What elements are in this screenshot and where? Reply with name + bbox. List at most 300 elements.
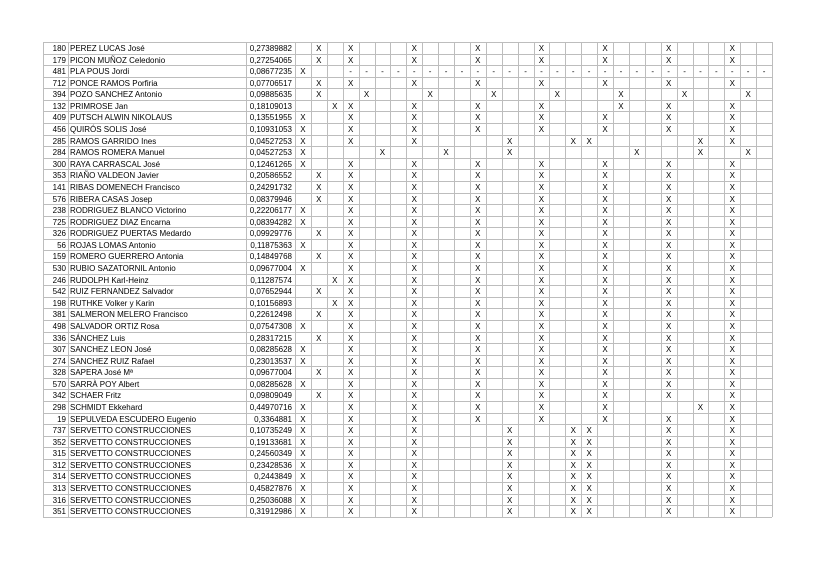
mark-cell: X <box>316 252 322 262</box>
mark-cell: X <box>538 391 545 401</box>
mark-cell: X <box>411 507 417 517</box>
mark-cell: X <box>586 507 592 517</box>
row-id-cell: 576 <box>52 194 66 204</box>
row-value-cell: 0,08285628 <box>249 345 292 355</box>
row-id-cell: 394 <box>52 90 66 100</box>
mark-cell: X <box>347 368 354 378</box>
grid-vline <box>486 42 487 517</box>
mark-cell: X <box>665 217 672 227</box>
mark-cell: X <box>347 298 354 308</box>
mark-cell: X <box>427 90 433 100</box>
mark-cell: X <box>697 402 704 412</box>
mark-cell: X <box>411 101 417 111</box>
mark-cell: X <box>538 182 545 192</box>
row-name-cell: SERVETTO CONSTRUCCIONES <box>70 472 192 482</box>
mark-cell: X <box>411 206 417 216</box>
mark-cell: X <box>665 182 672 192</box>
mark-cell: X <box>411 182 417 192</box>
mark-cell: X <box>729 125 735 135</box>
row-value-cell: 0,13551955 <box>249 113 292 123</box>
mark-cell: X <box>538 194 545 204</box>
row-id-cell: 285 <box>52 136 66 146</box>
mark-cell: X <box>586 449 592 459</box>
mark-cell: - <box>683 67 686 77</box>
mark-cell: X <box>602 275 608 285</box>
mark-cell: X <box>586 460 592 470</box>
mark-cell: X <box>300 426 306 436</box>
mark-cell: X <box>602 229 608 239</box>
mark-cell: X <box>665 125 672 135</box>
mark-cell: X <box>602 171 608 181</box>
row-id-cell: 198 <box>52 298 66 308</box>
mark-cell: X <box>586 472 592 482</box>
mark-cell: - <box>492 67 496 77</box>
row-id-cell: 314 <box>52 472 66 482</box>
mark-cell: X <box>347 44 354 53</box>
mark-cell: X <box>506 460 513 470</box>
mark-cell: X <box>347 275 354 285</box>
mark-cell: X <box>602 55 608 65</box>
mark-cell: X <box>411 333 417 343</box>
mark-cell: X <box>665 113 672 123</box>
mark-cell: X <box>506 484 513 494</box>
mark-cell: X <box>300 217 306 227</box>
mark-cell: X <box>347 287 354 297</box>
mark-cell: X <box>316 391 322 401</box>
mark-cell: X <box>300 356 306 366</box>
mark-cell: X <box>729 460 735 470</box>
mark-cell: X <box>538 333 545 343</box>
mark-cell: X <box>729 426 735 436</box>
mark-cell: X <box>602 206 608 216</box>
row-id-cell: 298 <box>52 402 66 412</box>
mark-cell: X <box>475 113 481 123</box>
grid-vline <box>311 42 312 517</box>
mark-cell: X <box>729 310 735 320</box>
mark-cell: X <box>554 90 560 100</box>
mark-cell: X <box>586 426 592 436</box>
mark-cell: X <box>602 298 608 308</box>
mark-cell: X <box>475 240 481 250</box>
mark-cell: X <box>729 495 735 505</box>
row-id-cell: 274 <box>52 356 66 366</box>
row-id-cell: 132 <box>52 101 66 111</box>
mark-cell: X <box>475 379 481 389</box>
mark-cell: X <box>411 55 417 65</box>
mark-cell: X <box>363 90 370 100</box>
mark-cell: X <box>665 356 672 366</box>
mark-cell: X <box>729 206 735 216</box>
row-value-cell: 0,09677004 <box>249 264 292 274</box>
mark-cell: X <box>586 136 592 146</box>
mark-cell: X <box>411 217 417 227</box>
mark-cell: X <box>300 148 306 158</box>
mark-cell: X <box>665 426 672 436</box>
row-value-cell: 0,20586552 <box>249 171 292 181</box>
mark-cell: X <box>665 437 672 447</box>
mark-cell: X <box>332 101 338 111</box>
mark-cell: X <box>729 136 735 146</box>
mark-cell: X <box>347 182 354 192</box>
mark-cell: X <box>475 333 481 343</box>
row-id-cell: 381 <box>52 310 66 320</box>
mark-cell: X <box>586 495 592 505</box>
mark-cell: X <box>729 368 735 378</box>
row-name-cell: RUBIO SAZATORNIL Antonio <box>70 264 176 274</box>
mark-cell: X <box>475 78 481 88</box>
row-value-cell: 0,11287574 <box>250 275 292 285</box>
mark-cell: X <box>729 264 735 274</box>
mark-cell: X <box>300 136 306 146</box>
mark-cell: X <box>411 321 417 331</box>
mark-cell: X <box>316 171 322 181</box>
row-value-cell: 0,08285628 <box>249 379 292 389</box>
mark-cell: X <box>347 391 354 401</box>
mark-cell: X <box>538 252 545 262</box>
mark-cell: - <box>730 67 734 77</box>
mark-cell: - <box>428 67 432 77</box>
mark-cell: X <box>475 217 481 227</box>
mark-cell: X <box>538 113 545 123</box>
row-name-cell: SEPULVEDA ESCUDERO Eugenio <box>70 414 197 424</box>
mark-cell: X <box>316 333 322 343</box>
mark-cell: X <box>475 321 481 331</box>
mark-cell: X <box>347 229 354 239</box>
mark-cell: - <box>444 67 448 77</box>
mark-cell: X <box>729 287 735 297</box>
mark-cell: X <box>697 148 704 158</box>
mark-cell: X <box>411 252 417 262</box>
mark-cell: X <box>729 101 735 111</box>
mark-cell: X <box>729 217 735 227</box>
row-name-cell: PICON MUÑOZ Celedonio <box>70 55 166 65</box>
mark-cell: X <box>316 368 322 378</box>
mark-cell: X <box>665 449 672 459</box>
mark-cell: X <box>729 356 735 366</box>
mark-cell: X <box>506 426 513 436</box>
mark-cell: X <box>681 90 688 100</box>
mark-cell: X <box>475 194 481 204</box>
row-value-cell: 0,28317215 <box>249 333 292 343</box>
mark-cell: X <box>538 55 545 65</box>
mark-cell: X <box>300 495 306 505</box>
mark-cell: X <box>506 148 513 158</box>
mark-cell: X <box>665 298 672 308</box>
mark-cell: X <box>475 55 481 65</box>
row-name-cell: SCHAER Fritz <box>70 391 122 401</box>
mark-cell: X <box>602 182 608 192</box>
mark-cell: X <box>729 507 735 517</box>
mark-cell: X <box>538 78 545 88</box>
row-id-cell: 351 <box>52 507 66 517</box>
mark-cell: X <box>347 402 354 412</box>
row-id-cell: 342 <box>52 391 66 401</box>
row-value-cell: 0,10735249 <box>249 426 292 436</box>
mark-cell: X <box>602 333 608 343</box>
mark-cell: X <box>538 125 545 135</box>
mark-cell: X <box>729 182 735 192</box>
mark-cell: X <box>602 391 608 401</box>
mark-cell: X <box>665 460 672 470</box>
mark-cell: X <box>729 345 735 355</box>
mark-cell: X <box>300 113 306 123</box>
row-id-cell: 284 <box>52 148 66 158</box>
row-name-cell: RIBERA CASAS Josep <box>70 194 153 204</box>
mark-cell: X <box>665 78 672 88</box>
grid-vline <box>613 42 614 517</box>
mark-cell: X <box>300 159 306 169</box>
mark-cell: X <box>300 125 306 135</box>
mark-cell: X <box>729 194 735 204</box>
mark-cell: X <box>347 437 354 447</box>
mark-cell: X <box>347 414 354 424</box>
row-id-cell: 180 <box>52 44 66 53</box>
row-value-cell: 0,04527253 <box>249 148 292 158</box>
mark-cell: X <box>475 414 481 424</box>
mark-cell: - <box>540 67 543 77</box>
mark-cell: X <box>618 101 624 111</box>
row-id-cell: 316 <box>52 495 66 505</box>
row-id-cell: 409 <box>52 113 66 123</box>
mark-cell: X <box>538 321 545 331</box>
mark-cell: - <box>349 67 352 77</box>
mark-cell: X <box>411 310 417 320</box>
mark-cell: X <box>475 391 481 401</box>
row-name-cell: ROJAS LOMAS Antonio <box>70 240 156 250</box>
mark-cell: X <box>316 182 322 192</box>
mark-cell: X <box>475 44 481 53</box>
mark-cell: X <box>586 437 592 447</box>
grid-vline <box>518 42 519 517</box>
row-name-cell: SERVETTO CONSTRUCCIONES <box>70 507 192 517</box>
mark-cell: X <box>411 171 417 181</box>
mark-cell: - <box>524 67 527 77</box>
row-id-cell: 336 <box>52 333 66 343</box>
mark-cell: X <box>729 333 735 343</box>
mark-cell: X <box>602 356 608 366</box>
grid-vline <box>740 42 741 517</box>
row-value-cell: 0,09929776 <box>249 229 292 239</box>
row-name-cell: SERVETTO CONSTRUCCIONES <box>70 437 192 447</box>
row-id-cell: 179 <box>52 55 66 65</box>
row-name-cell: SÁNCHEZ Luis <box>70 333 126 343</box>
mark-cell: X <box>570 507 576 517</box>
mark-cell: - <box>571 67 575 77</box>
row-name-cell: QUIRÓS SOLIS José <box>70 125 147 135</box>
mark-cell: X <box>411 437 417 447</box>
mark-cell: X <box>332 275 338 285</box>
mark-cell: X <box>316 310 322 320</box>
row-name-cell: RODRIGUEZ DIAZ Encarna <box>70 217 171 227</box>
mark-cell: - <box>508 67 511 77</box>
mark-cell: X <box>602 240 608 250</box>
row-name-cell: SERVETTO CONSTRUCCIONES <box>70 426 192 436</box>
mark-cell: X <box>602 113 608 123</box>
mark-cell: X <box>475 356 481 366</box>
mark-cell: X <box>300 379 306 389</box>
mark-cell: X <box>300 264 306 274</box>
mark-cell: X <box>316 229 322 239</box>
mark-cell: X <box>634 148 640 158</box>
row-name-cell: SAPERA José Mª <box>70 368 133 378</box>
mark-cell: - <box>476 67 480 77</box>
mark-cell: X <box>618 90 624 100</box>
mark-cell: X <box>506 472 513 482</box>
mark-cell: X <box>665 333 672 343</box>
mark-cell: X <box>506 136 513 146</box>
mark-cell: X <box>475 345 481 355</box>
row-value-cell: 0,12461265 <box>249 159 292 169</box>
mark-cell: X <box>665 472 672 482</box>
mark-cell: - <box>667 67 670 77</box>
grid-vline <box>438 42 439 517</box>
grid-vline <box>422 42 423 517</box>
mark-cell: X <box>411 402 417 412</box>
mark-cell: X <box>665 391 672 401</box>
row-id-cell: 530 <box>52 264 66 274</box>
mark-cell: X <box>602 287 608 297</box>
row-name-cell: PRIMROSE Jan <box>70 101 128 111</box>
row-name-cell: PEREZ LUCAS José <box>70 44 145 53</box>
row-value-cell: 0,2443849 <box>254 472 292 482</box>
mark-cell: X <box>316 194 322 204</box>
row-value-cell: 0,25036088 <box>249 495 292 505</box>
mark-cell: X <box>300 414 306 424</box>
row-id-cell: 300 <box>52 159 66 169</box>
row-id-cell: 312 <box>52 460 66 470</box>
row-name-cell: RAMOS GARRIDO Ines <box>70 136 157 146</box>
mark-cell: X <box>665 229 672 239</box>
mark-cell: X <box>411 229 417 239</box>
mark-cell: X <box>602 159 608 169</box>
mark-cell: X <box>665 171 672 181</box>
mark-cell: - <box>619 67 623 77</box>
mark-cell: - <box>381 67 384 77</box>
mark-cell: - <box>746 67 750 77</box>
mark-cell: X <box>538 240 545 250</box>
row-value-cell: 0,09885635 <box>249 90 292 100</box>
mark-cell: X <box>729 159 735 169</box>
mark-cell: X <box>411 240 417 250</box>
mark-cell: X <box>602 264 608 274</box>
mark-cell: X <box>538 402 545 412</box>
mark-cell: X <box>347 125 354 135</box>
mark-cell: X <box>300 472 306 482</box>
mark-cell: X <box>729 229 735 239</box>
row-name-cell: RODRIGUEZ PUERTAS Medardo <box>70 229 192 239</box>
row-name-cell: SANCHEZ RUIZ Rafael <box>70 356 155 366</box>
mark-cell: X <box>729 78 735 88</box>
mark-cell: X <box>475 125 481 135</box>
mark-cell: X <box>475 206 481 216</box>
mark-cell: X <box>411 391 417 401</box>
mark-cell: X <box>506 507 513 517</box>
mark-cell: X <box>300 449 306 459</box>
row-name-cell: SARRÀ POY Albert <box>70 379 140 389</box>
grid-vline <box>772 42 773 517</box>
mark-cell: - <box>587 67 591 77</box>
mark-cell: X <box>411 159 417 169</box>
mark-cell: X <box>475 264 481 274</box>
row-value-cell: 0,08394282 <box>249 217 292 227</box>
mark-cell: X <box>411 426 417 436</box>
mark-cell: X <box>347 321 354 331</box>
mark-cell: X <box>665 206 672 216</box>
mark-cell: X <box>538 414 545 424</box>
grid-vline <box>549 42 550 517</box>
mark-cell: X <box>300 206 306 216</box>
row-id-cell: 498 <box>52 321 66 331</box>
mark-cell: X <box>411 484 417 494</box>
mark-cell: X <box>729 449 735 459</box>
grid-vline <box>756 42 757 517</box>
mark-cell: X <box>300 437 306 447</box>
mark-cell: X <box>316 78 322 88</box>
mark-cell: X <box>570 426 576 436</box>
mark-cell: X <box>347 356 354 366</box>
mark-cell: X <box>665 310 672 320</box>
row-name-cell: PONCE RAMOS Porfiria <box>70 78 158 88</box>
mark-cell: X <box>538 287 545 297</box>
row-id-cell: 353 <box>52 171 66 181</box>
mark-cell: X <box>729 402 735 412</box>
mark-cell: X <box>347 264 354 274</box>
mark-cell: X <box>745 148 751 158</box>
mark-cell: X <box>347 240 354 250</box>
row-value-cell: 0,08677235 <box>249 67 292 77</box>
mark-cell: X <box>729 472 735 482</box>
mark-cell: X <box>665 345 672 355</box>
mark-cell: - <box>412 67 416 77</box>
row-value-cell: 0,07706517 <box>249 78 292 88</box>
mark-cell: X <box>729 437 735 447</box>
row-id-cell: 456 <box>52 125 66 135</box>
mark-cell: X <box>347 113 354 123</box>
row-name-cell: RUIZ FERNANDEZ Salvador <box>70 287 174 297</box>
mark-cell: - <box>603 67 607 77</box>
mark-cell: X <box>538 159 545 169</box>
mark-cell: X <box>347 484 354 494</box>
mark-cell: X <box>729 484 735 494</box>
row-name-cell: SERVETTO CONSTRUCCIONES <box>70 449 192 459</box>
mark-cell: X <box>602 402 608 412</box>
mark-cell: X <box>411 298 417 308</box>
grid-vline <box>454 42 455 517</box>
row-name-cell: RAMOS ROMERA Manuel <box>70 148 165 158</box>
mark-cell: X <box>665 55 672 65</box>
mark-cell: - <box>397 67 400 77</box>
grid-vline <box>693 42 694 517</box>
mark-cell: X <box>538 229 545 239</box>
mark-cell: X <box>665 379 672 389</box>
grid-vline <box>629 42 630 517</box>
mark-cell: X <box>729 391 735 401</box>
mark-cell: X <box>602 310 608 320</box>
mark-cell: X <box>347 426 354 436</box>
row-value-cell: 0,09677004 <box>249 368 292 378</box>
mark-cell: X <box>475 182 481 192</box>
mark-cell: X <box>316 90 322 100</box>
mark-cell: X <box>411 264 417 274</box>
mark-cell: X <box>538 310 545 320</box>
mark-cell: X <box>538 217 545 227</box>
mark-cell: X <box>570 484 576 494</box>
mark-cell: X <box>506 437 513 447</box>
mark-cell: X <box>347 460 354 470</box>
mark-cell: X <box>347 345 354 355</box>
grid-vline <box>375 42 376 517</box>
mark-cell: X <box>538 298 545 308</box>
